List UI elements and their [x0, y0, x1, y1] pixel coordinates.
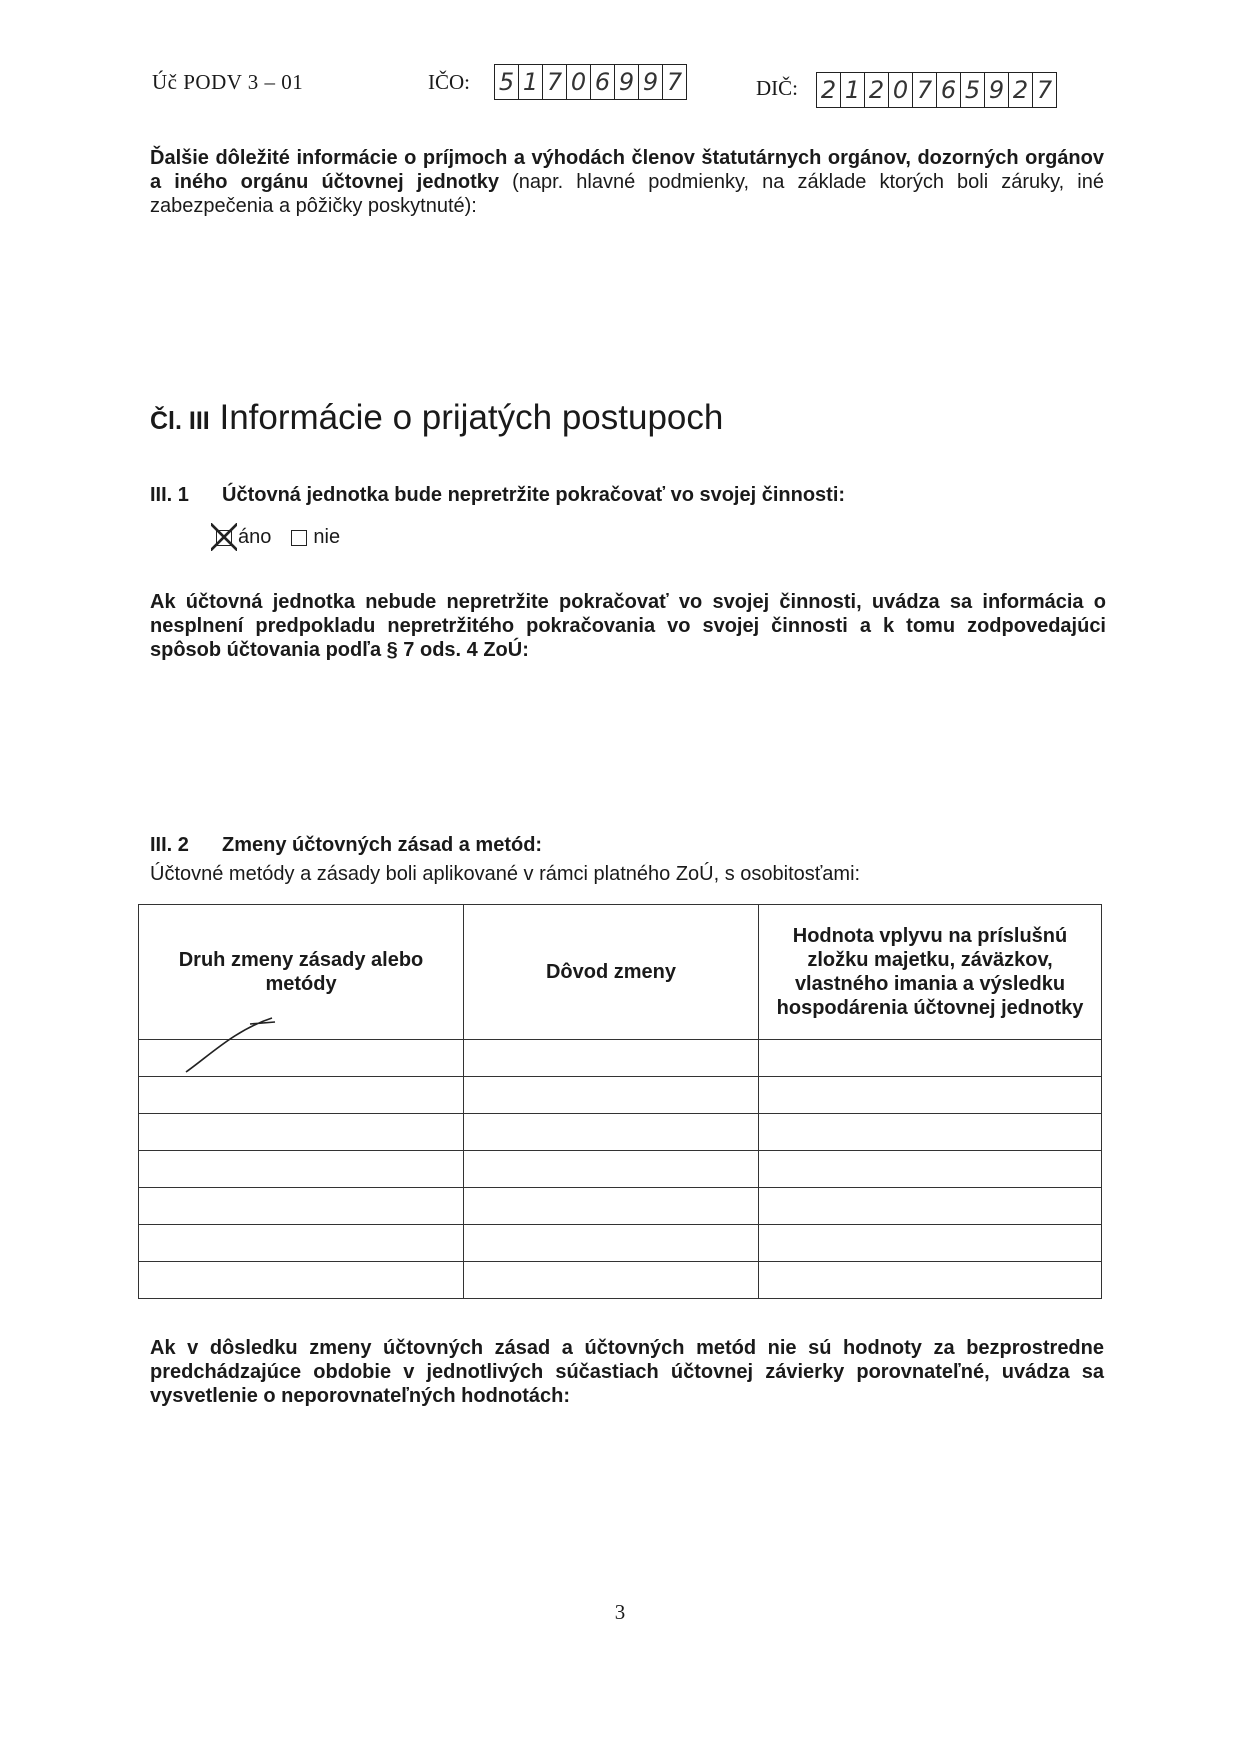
incomparable-values-paragraph: Ak v dôsledku zmeny účtovných zásad a účtovných metód nie sú hodnoty za bezprostredne predchádzajúce obdobie v jednotlivých súčastiach účtovnej závierky porovnateľné, uvádza sa vysvetlenie o neporovnateľných hodnotách:: [150, 1337, 1104, 1407]
table-cell: [139, 1225, 464, 1262]
ico-digit: 5: [495, 65, 519, 99]
dic-digit: 7: [913, 73, 937, 107]
table-row: [139, 1225, 1102, 1262]
table-row: [139, 1040, 1102, 1077]
table-cell: [759, 1077, 1102, 1114]
dic-digit-boxes: [816, 72, 1057, 108]
dic-digit: 9: [985, 73, 1009, 107]
dic-label: DIČ:: [756, 76, 798, 100]
table-cell: [759, 1262, 1102, 1299]
item-3-2-subtitle: Účtovné metódy a zásady boli aplikované v rámci platného ZoÚ, s osobitosťami:: [150, 863, 861, 885]
remuneration-info-bold: Ďalšie dôležité informácie o príjmoch a výhodách členov štatutárnych orgánov, dozorných orgánov a iného orgánu účtovnej jednotky: [150, 147, 1104, 193]
no-label: nie: [313, 526, 341, 548]
table-cell: [759, 1151, 1102, 1188]
dic-digit: 2: [1009, 73, 1033, 107]
table-cell: [464, 1040, 759, 1077]
table-row: [139, 1188, 1102, 1225]
dic-digit: 0: [889, 73, 913, 107]
table-cell: [759, 1114, 1102, 1151]
table-cell: [464, 1188, 759, 1225]
table-cell: [759, 1040, 1102, 1077]
section-heading: [150, 398, 723, 438]
page-number: 3: [614, 1600, 626, 1624]
ico-digit: 0: [567, 65, 591, 99]
header-impact-value: Hodnota vplyvu na príslušnú zložku majetku, záväzkov, vlastného imania a výsledku hospodárenia účtovnej jednotky: [759, 905, 1102, 1040]
ico-digit-boxes: [494, 64, 687, 100]
yes-checkbox[interactable]: [216, 530, 232, 546]
dic-digit: 5: [961, 73, 985, 107]
table-cell: [139, 1188, 464, 1225]
ico-digit: 1: [519, 65, 543, 99]
header-change-type: Druh zmeny zásady alebo metódy: [139, 905, 464, 1040]
continuity-explanation-paragraph: Ak účtovná jednotka nebude nepretržite pokračovať vo svojej činnosti, uvádza sa informácia o nesplnení predpokladu nepretržitého pokračovania vo svojej činnosti a k tomu zodpovedajúci spôsob účtovania podľa § 7 ods. 4 ZoÚ:: [150, 591, 1106, 661]
dic-digit: 2: [865, 73, 889, 107]
header-change-reason: Dôvod zmeny: [464, 905, 759, 1040]
table-cell: [759, 1188, 1102, 1225]
table-cell: [759, 1225, 1102, 1262]
table-row: [139, 1114, 1102, 1151]
item-3-2-heading: [150, 834, 542, 857]
table-cell: [139, 1151, 464, 1188]
form-code: Úč PODV 3 – 01: [152, 70, 304, 94]
item-3-2-number: III. 2: [150, 834, 189, 856]
table-body: [139, 1040, 1102, 1299]
dic-digit: 7: [1036, 76, 1053, 104]
item-3-2-title: Zmeny účtovných zásad a metód:: [222, 834, 543, 856]
section-number: Čl. III: [150, 407, 210, 435]
table-cell: [464, 1151, 759, 1188]
strike-through-mark: [180, 1010, 280, 1080]
table-cell: [464, 1077, 759, 1114]
remuneration-info-paragraph: [150, 146, 1104, 218]
table-cell: [139, 1262, 464, 1299]
dic-digit: 2: [817, 73, 841, 107]
dic-digit: 1: [841, 73, 865, 107]
remuneration-info-normal: (napr. hlavné podmienky, na základe ktorých boli záruky, iné zabezpečenia a pôžičky poskytnuté):: [150, 171, 1104, 217]
item-3-1-heading: [150, 484, 845, 507]
ico-digit: 7: [543, 65, 567, 99]
table-cell: [464, 1262, 759, 1299]
ico-label: IČO:: [428, 70, 470, 94]
continuity-options: [216, 526, 340, 549]
table-row: [139, 1151, 1102, 1188]
no-checkbox[interactable]: [291, 530, 307, 546]
ico-digit: 9: [639, 65, 663, 99]
ico-digit: 6: [591, 65, 615, 99]
ico-digit: 7: [666, 68, 683, 96]
table-cell: [139, 1114, 464, 1151]
ico-digit: 9: [615, 65, 639, 99]
dic-digit: 6: [937, 73, 961, 107]
accounting-changes-table: [138, 904, 1102, 1299]
table-row: [139, 1262, 1102, 1299]
section-title: Informácie o prijatých postupoch: [219, 398, 724, 437]
table-header-row: [139, 905, 1102, 1040]
table-cell: [464, 1114, 759, 1151]
table-row: [139, 1077, 1102, 1114]
yes-label: áno: [238, 526, 272, 548]
item-3-1-title: Účtovná jednotka bude nepretržite pokračovať vo svojej činnosti:: [222, 484, 846, 506]
table-cell: [464, 1225, 759, 1262]
table-cell: [139, 1077, 464, 1114]
item-3-1-number: III. 1: [150, 484, 189, 506]
